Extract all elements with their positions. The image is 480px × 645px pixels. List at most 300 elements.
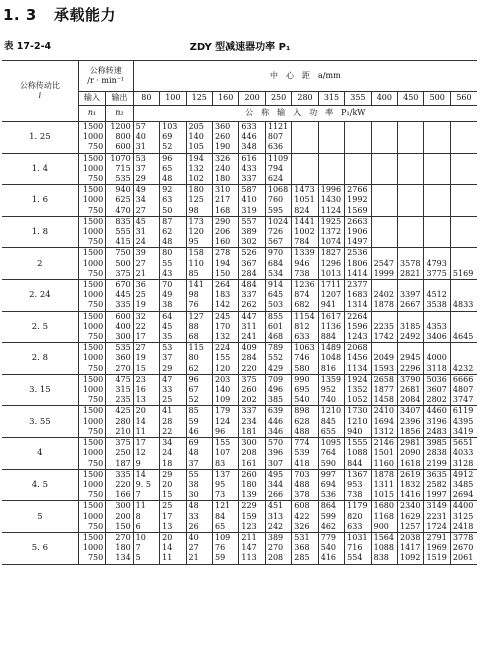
power-cell: 2061 <box>450 553 477 564</box>
center-distance-header: 中 心 距 a/mm <box>133 61 477 92</box>
input-speed-cell: 750 <box>78 553 105 564</box>
power-cell <box>371 280 397 291</box>
power-cell: 348 <box>239 142 265 153</box>
power-cell: 1210 <box>318 406 344 417</box>
power-cell: 1489 <box>318 343 344 354</box>
power-cell: 180 <box>239 480 265 490</box>
table-row <box>2 153 477 164</box>
output-speed-cell: 715 <box>106 164 133 174</box>
power-cell: 170 <box>212 322 238 332</box>
power-cell: 69 <box>186 438 212 449</box>
power-cell: 38 <box>160 300 186 311</box>
power-cell <box>318 122 344 133</box>
power-cell: 7 <box>133 543 159 553</box>
power-cell: 385 <box>265 395 291 406</box>
ratio-cell: 1. 4 <box>2 153 78 185</box>
power-cell: 779 <box>318 532 344 543</box>
power-cell <box>424 153 450 164</box>
power-cell: 45 <box>133 216 159 227</box>
power-cell: 4912 <box>450 469 477 480</box>
power-cell: 4512 <box>424 290 450 300</box>
power-cell: 98 <box>186 290 212 300</box>
power-cell: 2492 <box>398 332 424 343</box>
power-cell: 180 <box>212 174 238 185</box>
power-cell <box>371 174 397 185</box>
power-cell: 6119 <box>450 406 477 417</box>
ratio-cell: 2. 24 <box>2 280 78 312</box>
output-speed-cell: 670 <box>106 280 133 291</box>
output-speed-cell: 500 <box>106 259 133 269</box>
power-cell: 360 <box>212 122 238 133</box>
output-speed-cell: 1070 <box>106 153 133 164</box>
power-cell <box>450 174 477 185</box>
power-cell: 84 <box>212 512 238 522</box>
power-cell: 35 <box>160 332 186 343</box>
power-cell: 1969 <box>424 543 450 553</box>
power-cell <box>318 164 344 174</box>
power-cell <box>450 216 477 227</box>
power-cell: 2377 <box>345 280 371 291</box>
power-cell: 2483 <box>424 427 450 438</box>
power-cell: 85 <box>186 269 212 280</box>
power-cell <box>398 153 424 164</box>
power-cell: 1827 <box>318 248 344 259</box>
power-cell: 9 <box>133 459 159 470</box>
power-cell: 14 <box>133 417 159 427</box>
output-speed-cell: 445 <box>106 290 133 300</box>
power-cell <box>450 185 477 196</box>
power-cell <box>292 142 318 153</box>
input-speed-cell: 1500 <box>78 501 105 512</box>
power-cell: 1372 <box>318 227 344 237</box>
power-cell: 1877 <box>371 385 397 395</box>
power-cell: 160 <box>212 237 238 248</box>
power-cell: 76 <box>186 300 212 311</box>
table-number: 表 17-2-4 <box>4 41 52 52</box>
power-cell: 4353 <box>424 322 450 332</box>
power-cell: 27 <box>186 543 212 553</box>
input-speed-cell: 1500 <box>78 122 105 133</box>
power-cell <box>345 142 371 153</box>
power-cell: 34 <box>160 438 186 449</box>
power-cell: 1497 <box>345 237 371 248</box>
power-cell: 1441 <box>292 216 318 227</box>
power-cell: 30 <box>186 490 212 501</box>
power-cell: 608 <box>292 501 318 512</box>
power-cell: 1473 <box>292 185 318 196</box>
power-cell: 503 <box>265 300 291 311</box>
power-cell <box>424 206 450 217</box>
power-cell <box>398 343 424 354</box>
power-cell: 1456 <box>345 353 371 363</box>
power-cell <box>371 248 397 259</box>
power-cell <box>398 237 424 248</box>
input-speed-cell: 1500 <box>78 248 105 259</box>
power-cell: 95 <box>212 480 238 490</box>
power-cell: 410 <box>239 195 265 205</box>
power-cell: 25 <box>133 290 159 300</box>
power-cell: 194 <box>186 153 212 164</box>
power-cell <box>450 290 477 300</box>
power-cell: 31 <box>133 227 159 237</box>
power-cell: 807 <box>265 132 291 142</box>
table-body <box>2 122 477 565</box>
power-cell: 496 <box>265 385 291 395</box>
power-cell: 824 <box>292 206 318 217</box>
ratio-label: 公称传动比 <box>19 80 60 90</box>
power-cell: 2681 <box>398 385 424 395</box>
power-cell: 1154 <box>292 311 318 322</box>
power-cell <box>424 142 450 153</box>
power-cell: 1074 <box>318 237 344 248</box>
output-speed-cell: 600 <box>106 311 133 322</box>
power-cell: 220 <box>239 364 265 375</box>
output-speed-cell: 200 <box>106 512 133 522</box>
power-cell: 21 <box>186 553 212 564</box>
power-cell: 47 <box>160 374 186 385</box>
power-cell: 9. 5 <box>133 480 159 490</box>
power-cell: 726 <box>265 227 291 237</box>
power-cell: 65 <box>212 522 238 533</box>
power-cell <box>450 206 477 217</box>
power-cell: 703 <box>292 469 318 480</box>
table-row <box>2 216 477 227</box>
power-cell: 120 <box>186 227 212 237</box>
power-cell <box>292 122 318 133</box>
power-cell: 1501 <box>371 448 397 458</box>
power-cell <box>450 259 477 269</box>
power-cell <box>398 227 424 237</box>
power-cell: 816 <box>318 364 344 375</box>
power-cell: 633 <box>292 332 318 343</box>
power-cell: 68 <box>186 332 212 343</box>
power-cell: 18 <box>160 459 186 470</box>
power-cell: 3635 <box>424 469 450 480</box>
power-cell: 534 <box>265 269 291 280</box>
power-cell: 25 <box>160 501 186 512</box>
power-cell: 1311 <box>371 480 397 490</box>
power-cell: 127 <box>186 311 212 322</box>
speed-header <box>78 61 133 92</box>
power-cell: 125 <box>186 195 212 205</box>
output-speed-cell: 187 <box>106 459 133 470</box>
power-cell: 4033 <box>450 448 477 458</box>
power-cell: 4807 <box>450 385 477 395</box>
power-cell: 310 <box>212 185 238 196</box>
power-cell: 49 <box>160 290 186 300</box>
power-cell: 740 <box>318 395 344 406</box>
power-cell: 19 <box>133 300 159 311</box>
ratio-cell: 5. 6 <box>2 532 78 564</box>
output-speed-cell: 335 <box>106 469 133 480</box>
power-cell: 1996 <box>318 185 344 196</box>
power-cell <box>450 195 477 205</box>
power-cell: 96 <box>160 153 186 164</box>
power-cell: 140 <box>186 132 212 142</box>
power-cell <box>398 216 424 227</box>
power-cell: 845 <box>318 417 344 427</box>
power-cell: 1878 <box>371 300 397 311</box>
power-cell: 3419 <box>450 427 477 438</box>
power-cell: 17 <box>133 438 159 449</box>
input-speed-cell: 1000 <box>78 385 105 395</box>
power-cell: 205 <box>186 122 212 133</box>
input-speed-cell: 1000 <box>78 448 105 458</box>
power-cell: 33 <box>186 512 212 522</box>
power-cell: 337 <box>239 174 265 185</box>
power-cell: 5036 <box>424 374 450 385</box>
table-row <box>2 374 477 385</box>
power-cell: 1179 <box>345 501 371 512</box>
power-header: 公 称 输 入 功 率 P₁/kW <box>133 106 477 122</box>
power-cell: 1992 <box>345 195 371 205</box>
power-cell: 557 <box>239 216 265 227</box>
power-cell: 103 <box>160 122 186 133</box>
power-cell: 624 <box>265 174 291 185</box>
power-cell: 1997 <box>424 490 450 501</box>
power-cell: 37 <box>160 353 186 363</box>
power-cell: 1088 <box>371 543 397 553</box>
power-cell: 2402 <box>371 290 397 300</box>
section-number: 1. 3 <box>3 6 37 24</box>
power-cell: 540 <box>292 395 318 406</box>
power-cell <box>398 311 424 322</box>
power-cell <box>371 153 397 164</box>
power-cell <box>450 280 477 291</box>
power-cell: 2766 <box>345 185 371 196</box>
output-speed-cell: 270 <box>106 532 133 543</box>
power-cell: 141 <box>186 280 212 291</box>
output-speed-cell: 555 <box>106 227 133 237</box>
input-speed-cell: 1500 <box>78 438 105 449</box>
power-cell: 874 <box>292 290 318 300</box>
power-cell <box>345 132 371 142</box>
table-row <box>2 311 477 322</box>
power-cell: 159 <box>239 512 265 522</box>
output-speed-cell: 150 <box>106 522 133 533</box>
power-cell: 900 <box>371 522 397 533</box>
power-cell: 92 <box>160 185 186 196</box>
power-cell <box>292 153 318 164</box>
power-cell: 211 <box>239 532 265 543</box>
power-cell: 2199 <box>424 459 450 470</box>
power-cell: 375 <box>239 374 265 385</box>
power-cell: 155 <box>212 353 238 363</box>
power-cell: 29 <box>160 469 186 480</box>
power-cell: 1136 <box>318 322 344 332</box>
input-speed-cell: 1000 <box>78 259 105 269</box>
input-speed-cell: 1000 <box>78 480 105 490</box>
power-cell: 540 <box>318 543 344 553</box>
center-distance-header-cell: 400 <box>371 92 397 106</box>
power-cell: 311 <box>239 322 265 332</box>
output-speed-cell: 800 <box>106 132 133 142</box>
power-cell: 2264 <box>345 311 371 322</box>
ratio-cell: 4 <box>2 438 78 470</box>
power-cell <box>371 227 397 237</box>
power-cell <box>424 164 450 174</box>
power-cell: 2619 <box>398 469 424 480</box>
power-cell <box>450 322 477 332</box>
power-cell: 1024 <box>265 216 291 227</box>
power-cell: 20 <box>160 532 186 543</box>
power-cell: 1068 <box>265 185 291 196</box>
power-cell: 183 <box>212 290 238 300</box>
power-cell: 285 <box>292 553 318 564</box>
power-cell: 266 <box>265 490 291 501</box>
power-cell: 433 <box>239 164 265 174</box>
output-speed-cell: 535 <box>106 174 133 185</box>
power-cell: 52 <box>186 395 212 406</box>
power-cell: 45 <box>160 322 186 332</box>
power-cell: 1680 <box>371 501 397 512</box>
power-cell: 13 <box>160 522 186 533</box>
table-row <box>2 280 477 291</box>
center-distance-header-cell: 250 <box>265 92 291 106</box>
power-cell <box>398 185 424 196</box>
power-cell: 278 <box>212 248 238 259</box>
power-cell: 50 <box>160 206 186 217</box>
input-speed-cell: 1500 <box>78 406 105 417</box>
power-cell: 46 <box>186 427 212 438</box>
power-cell: 684 <box>265 259 291 269</box>
power-cell <box>292 174 318 185</box>
n2-header: n₂ <box>106 106 133 122</box>
power-cell <box>398 164 424 174</box>
power-cell: 1124 <box>318 206 344 217</box>
power-cell: 1160 <box>371 459 397 470</box>
power-cell: 590 <box>318 459 344 470</box>
power-cell: 1593 <box>371 364 397 375</box>
power-cell: 115 <box>186 343 212 354</box>
power-cell: 1417 <box>398 543 424 553</box>
power-cell: 22 <box>133 322 159 332</box>
power-cell: 1015 <box>371 490 397 501</box>
power-cell: 140 <box>212 385 238 395</box>
power-cell: 5 <box>133 553 159 564</box>
input-speed-cell: 750 <box>78 206 105 217</box>
power-cell: 15 <box>133 364 159 375</box>
power-cell: 173 <box>186 216 212 227</box>
power-cell: 1596 <box>345 322 371 332</box>
power-cell: 4460 <box>424 406 450 417</box>
power-cell <box>450 343 477 354</box>
power-cell <box>345 153 371 164</box>
input-speed-cell: 750 <box>78 174 105 185</box>
power-cell: 123 <box>239 522 265 533</box>
power-cell <box>371 195 397 205</box>
ratio-cell: 2 <box>2 248 78 280</box>
power-cell: 4395 <box>450 417 477 427</box>
power-cell: 20 <box>133 406 159 417</box>
power-cell: 6666 <box>450 374 477 385</box>
power-cell: 946 <box>292 259 318 269</box>
power-cell: 313 <box>265 512 291 522</box>
power-cell: 1339 <box>292 248 318 259</box>
output-speed-cell: 335 <box>106 300 133 311</box>
power-cell: 794 <box>265 164 291 174</box>
ratio-cell: 2. 5 <box>2 311 78 343</box>
power-cell: 552 <box>265 353 291 363</box>
power-cell: 941 <box>318 300 344 311</box>
power-cell: 3196 <box>424 417 450 427</box>
speed-label: 公称转速 <box>89 65 122 75</box>
power-cell: 4645 <box>450 332 477 343</box>
power-cell <box>450 237 477 248</box>
power-cell: 62 <box>160 227 186 237</box>
power-cell: 940 <box>345 427 371 438</box>
input-speed-cell: 1000 <box>78 512 105 522</box>
power-cell: 245 <box>212 311 238 322</box>
power-cell: 2418 <box>450 522 477 533</box>
output-header: 输出 <box>106 92 133 106</box>
power-cell: 147 <box>239 543 265 553</box>
power-cell: 1168 <box>371 512 397 522</box>
power-cell <box>345 174 371 185</box>
output-speed-cell: 166 <box>106 490 133 501</box>
table-row <box>2 185 477 196</box>
power-cell: 738 <box>345 490 371 501</box>
power-cell: 307 <box>265 459 291 470</box>
input-speed-cell: 1000 <box>78 290 105 300</box>
ratio-cell: 2. 8 <box>2 343 78 375</box>
power-cell: 2658 <box>371 374 397 385</box>
power-cell: 682 <box>292 300 318 311</box>
power-cell: 1430 <box>318 195 344 205</box>
power-cell: 628 <box>292 417 318 427</box>
input-speed-cell: 1000 <box>78 164 105 174</box>
power-cell <box>450 153 477 164</box>
power-cell: 48 <box>160 174 186 185</box>
power-cell: 55 <box>160 259 186 269</box>
output-speed-cell: 400 <box>106 322 133 332</box>
power-cell: 319 <box>239 206 265 217</box>
power-cell: 451 <box>265 501 291 512</box>
power-cell: 1925 <box>318 216 344 227</box>
power-cell: 262 <box>239 300 265 311</box>
power-cell: 1564 <box>371 532 397 543</box>
power-cell: 1617 <box>318 311 344 322</box>
power-cell: 190 <box>212 142 238 153</box>
power-cell: 284 <box>239 353 265 363</box>
power-cell: 3778 <box>450 532 477 543</box>
ratio-cell: 3. 55 <box>2 406 78 438</box>
power-cell: 25 <box>160 395 186 406</box>
power-cell: 838 <box>371 553 397 564</box>
input-speed-cell: 1500 <box>78 374 105 385</box>
power-cell: 161 <box>239 459 265 470</box>
power-cell: 914 <box>265 280 291 291</box>
table-row <box>2 406 477 417</box>
power-cell: 898 <box>292 406 318 417</box>
power-cell <box>450 164 477 174</box>
power-cell: 203 <box>212 374 238 385</box>
power-cell: 820 <box>345 512 371 522</box>
power-cell <box>424 174 450 185</box>
power-cell <box>398 174 424 185</box>
center-distance-header-cell: 280 <box>292 92 318 106</box>
power-cell: 109 <box>212 532 238 543</box>
speed-unit: /r · min⁻¹ <box>87 76 125 85</box>
power-cell: 32 <box>133 311 159 322</box>
power-cell: 1134 <box>345 364 371 375</box>
output-speed-cell: 625 <box>106 195 133 205</box>
power-cell: 1088 <box>345 448 371 458</box>
power-cell: 4793 <box>424 259 450 269</box>
power-cell: 601 <box>265 322 291 332</box>
output-speed-cell: 250 <box>106 448 133 458</box>
power-cell: 31 <box>133 142 159 153</box>
